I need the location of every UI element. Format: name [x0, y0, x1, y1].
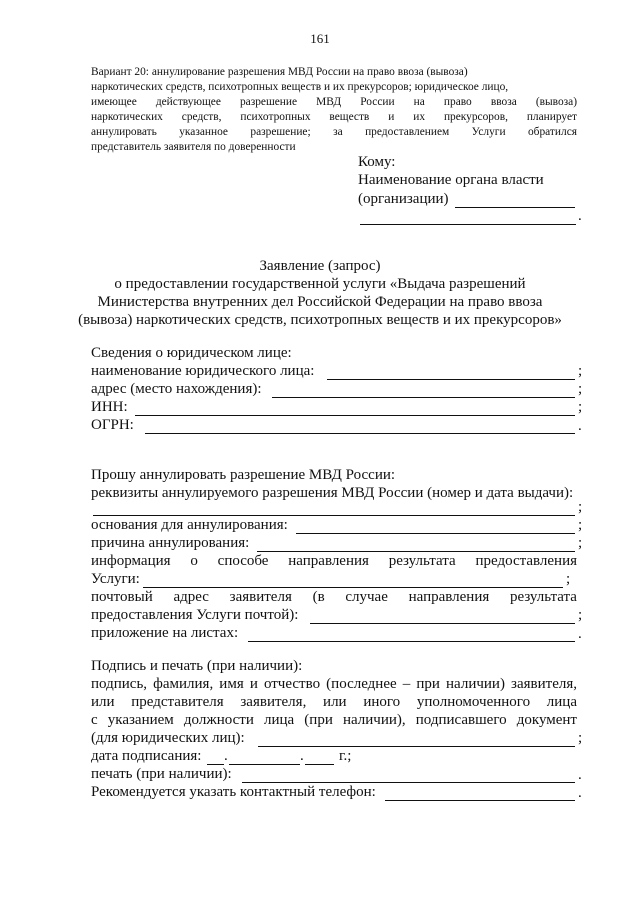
addressee-org-line[interactable] [455, 207, 575, 208]
result-method-semi: ; [566, 571, 571, 587]
sign-date-month-field[interactable] [229, 764, 300, 765]
word: лица [546, 694, 577, 710]
word: иного [363, 694, 401, 710]
permit-details-field[interactable] [93, 515, 575, 516]
sign-date-year-suffix: г.; [339, 748, 352, 764]
signature-line-4: (для юридических лиц): [91, 730, 245, 746]
statement-heading: Заявление (запрос) [259, 258, 381, 274]
word: или [323, 694, 347, 710]
request-heading: Прошу аннулировать разрешение МВД России: [91, 467, 396, 483]
signature-field[interactable] [258, 746, 575, 747]
inn-label: ИНН: [91, 399, 128, 415]
postal-address-field[interactable] [310, 623, 575, 624]
variant-line-1: Вариант 20: аннулирование разрешения МВД России на право ввоза (вывоза) [91, 66, 468, 78]
postal-address-semi: ; [578, 607, 583, 623]
result-method-label: Услуги: [91, 571, 140, 587]
grounds-label: основания для аннулирования: [91, 517, 288, 533]
addressee-to: Кому: [358, 154, 396, 170]
phone-label: Рекомендуется указать контактный телефон: [91, 784, 376, 800]
legal-entity-heading: Сведения о юридическом лице: [91, 345, 292, 361]
word: способе [217, 553, 269, 569]
word: представителя [131, 694, 224, 710]
word: результата [388, 553, 456, 569]
word: результата [509, 589, 577, 605]
word: уполномоченного [416, 694, 531, 710]
entity-name-label: наименование юридического лица: [91, 363, 315, 379]
word: почтовый [91, 589, 153, 605]
variant-line-6: представитель заявителя по доверенности [91, 141, 296, 153]
sign-date-dot-2: . [300, 748, 304, 764]
grounds-semi: ; [578, 517, 583, 533]
attachment-field[interactable] [248, 641, 575, 642]
attachment-label: приложение на листах: [91, 625, 239, 641]
word: информация [91, 553, 171, 569]
ogrn-label: ОГРН: [91, 417, 134, 433]
addressee-org-paren: (организации) [358, 191, 449, 207]
seal-label: печать (при наличии): [91, 766, 232, 782]
word: (в [312, 589, 325, 605]
result-method-field[interactable] [143, 587, 563, 588]
sign-date-day-field[interactable] [207, 764, 224, 765]
permit-details-label: реквизиты аннулируемого разрешения МВД России (номер и дата выдачи): [91, 485, 574, 501]
word: случае [345, 589, 388, 605]
entity-name-semi: ; [578, 363, 583, 379]
variant-line-4: наркотических средств, психотропных веществ и их прекурсоров, планирует [91, 111, 577, 123]
ogrn-dot: . [578, 418, 582, 434]
word: заявителя [229, 589, 292, 605]
word: адрес [173, 589, 209, 605]
entity-address-field[interactable] [272, 397, 575, 398]
reason-field[interactable] [257, 551, 575, 552]
result-method-line [91, 553, 577, 570]
postal-address-label: предоставления Услуги почтой): [91, 607, 299, 623]
phone-dot: . [578, 785, 582, 801]
word: о [190, 553, 198, 569]
statement-subtitle-3: (вывоза) наркотических средств, психотропных веществ и их прекурсоров» [78, 312, 562, 328]
sign-date-label: дата подписания: [91, 748, 202, 764]
entity-address-label: адрес (место нахождения): [91, 381, 262, 397]
statement-subtitle-1: о предоставлении государственной услуги «Выдача разрешений [114, 276, 526, 292]
word: направления [408, 589, 490, 605]
variant-line-3: имеющее действующее разрешение МВД России на право ввоза (вывоза) [91, 96, 577, 108]
signature-line-2 [91, 694, 577, 711]
seal-dot: . [578, 767, 582, 783]
inn-field[interactable] [135, 415, 575, 416]
sign-date-year-field[interactable] [305, 764, 334, 765]
entity-address-semi: ; [578, 381, 583, 397]
reason-semi: ; [578, 535, 583, 551]
page-number: 161 [310, 31, 330, 46]
word: или [91, 694, 115, 710]
addressee-org-name: Наименование органа власти [358, 172, 544, 188]
signature-line-3: с указанием должности лица (при наличии), подписавшего документ [91, 712, 577, 728]
ogrn-field[interactable] [145, 433, 575, 434]
variant-line-5: аннулировать указанное разрешение; за предоставлением Услуги обратился [91, 126, 577, 138]
word: заявителя, [240, 694, 307, 710]
seal-field[interactable] [242, 782, 575, 783]
permit-details-semi: ; [578, 499, 583, 515]
grounds-field[interactable] [296, 533, 575, 534]
variant-line-2: наркотических средств, психотропных веществ и их прекурсоров; юридическое лицо, [91, 81, 509, 93]
reason-label: причина аннулирования: [91, 535, 250, 551]
statement-subtitle-2: Министерства внутренних дел Российской Федерации на право ввоза [97, 294, 543, 310]
word: направления [288, 553, 369, 569]
addressee-line-2[interactable] [360, 224, 576, 225]
attachment-dot: . [578, 626, 582, 642]
signature-line-1: подпись, фамилия, имя и отчество (последнее – при наличии) заявителя, [91, 676, 577, 692]
signature-heading: Подпись и печать (при наличии): [91, 658, 303, 674]
word: предоставления [475, 553, 577, 569]
entity-name-field[interactable] [327, 379, 575, 380]
postal-address-line [91, 589, 577, 606]
phone-field[interactable] [385, 800, 575, 801]
sign-date-dot: . [224, 748, 228, 764]
addressee-dot: . [578, 208, 582, 224]
inn-semi: ; [578, 399, 583, 415]
signature-semi: ; [578, 730, 583, 746]
